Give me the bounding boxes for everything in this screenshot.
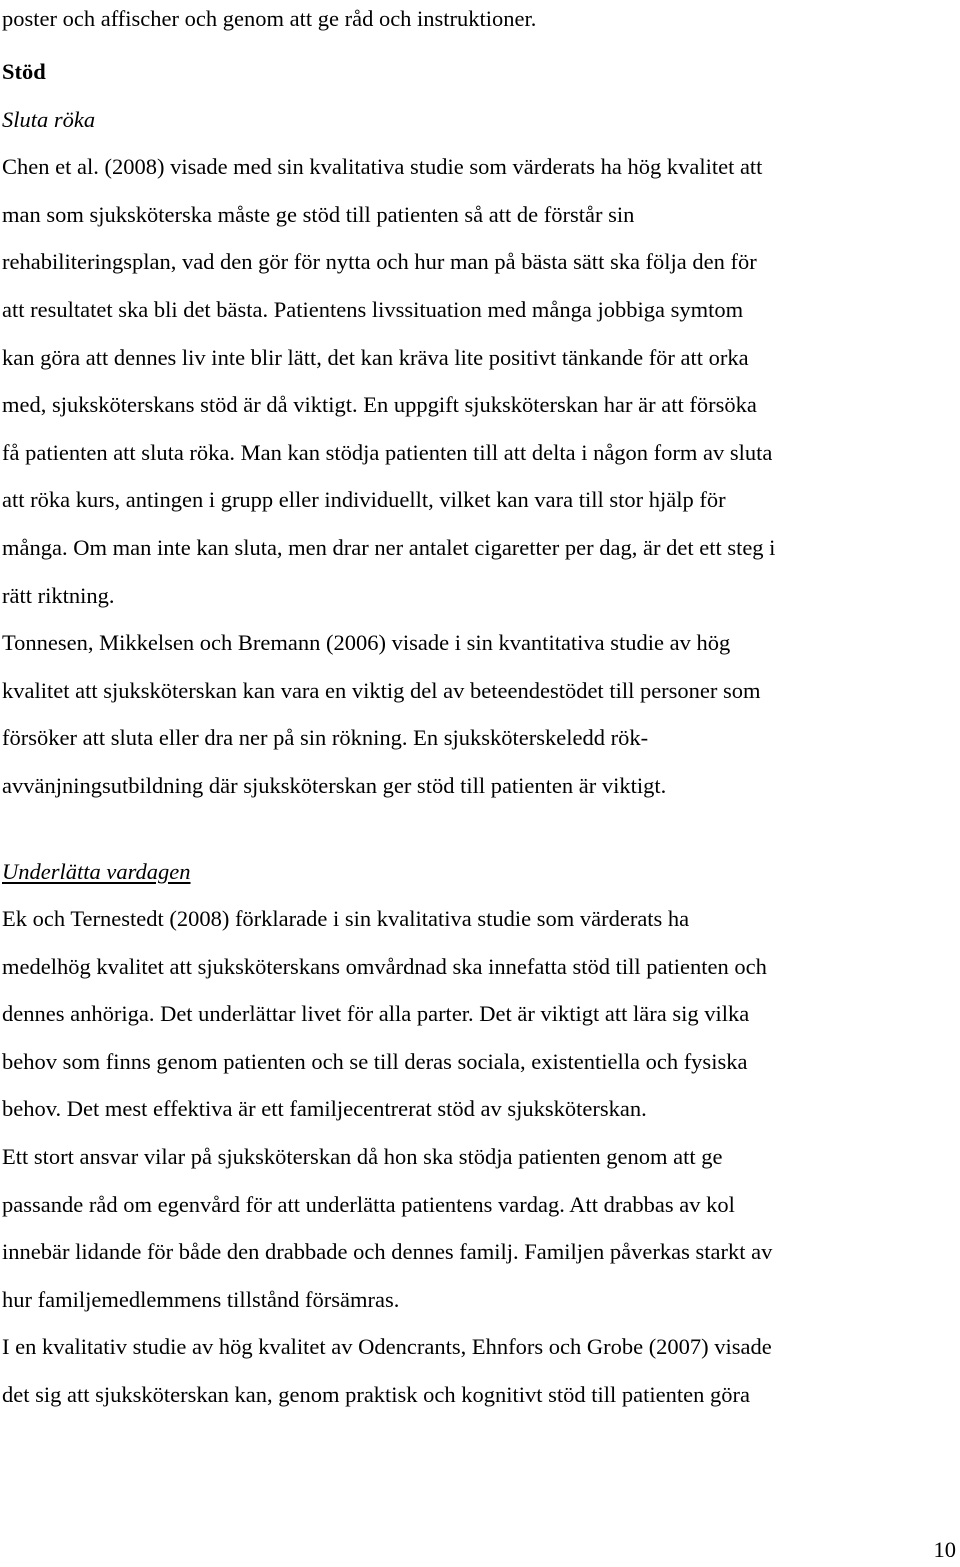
spacer xyxy=(2,38,952,48)
subsection-heading: Sluta röka xyxy=(2,106,96,132)
text-line: behov. Det mest effektiva är ett familjecentrerat stöd av sjuksköterskan. xyxy=(2,1096,647,1122)
text-line: I en kvalitativ studie av hög kvalitet av Odencrants, Ehnfors och Grobe (2007) visade xyxy=(2,1334,772,1360)
paragraph xyxy=(2,1323,952,1418)
text-line: hur familjemedlemmens tillstånd försämras. xyxy=(2,1286,400,1312)
text-line: att resultatet ska bli det bästa. Patientens livssituation med många jobbiga symtom xyxy=(2,296,744,322)
text-line: behov som finns genom patienten och se till deras sociala, existentiella och fysiska xyxy=(2,1048,748,1074)
spacer xyxy=(2,810,952,848)
text-line: Tonnesen, Mikkelsen och Bremann (2006) visade i sin kvantitativa studie av hög xyxy=(2,630,731,656)
text-line: man som sjuksköterska måste ge stöd till patienten så att de förstår sin xyxy=(2,201,635,227)
text-line: försöker att sluta eller dra ner på sin rökning. En sjuksköterskeledd rök- xyxy=(2,725,649,751)
text-line: Ett stort ansvar vilar på sjuksköterskan då hon ska stödja patienten genom att ge xyxy=(2,1144,723,1170)
text-line: innebär lidande för både den drabbade och dennes familj. Familjen påverkas starkt av xyxy=(2,1239,773,1265)
text-line: rätt riktning. xyxy=(2,582,115,608)
text-line: det sig att sjuksköterskan kan, genom praktisk och kognitivt stöd till patienten göra xyxy=(2,1382,751,1408)
section-heading: Stöd xyxy=(2,59,46,84)
paragraph xyxy=(2,895,952,1133)
text-line: många. Om man inte kan sluta, men drar ner antalet cigaretter per dag, är det ett steg i xyxy=(2,534,776,560)
document-page xyxy=(2,0,952,1419)
text-line: Ek och Ternestedt (2008) förklarade i sin kvalitativa studie som värderats ha xyxy=(2,906,690,932)
subsection-heading: Underlätta vardagen xyxy=(2,858,191,884)
text-line: få patienten att sluta röka. Man kan stödja patienten till att delta i någon form av sluta xyxy=(2,439,773,465)
text-line: passande råd om egenvård för att underlätta patientens vardag. Att drabbas av kol xyxy=(2,1191,735,1217)
text-line: att röka kurs, antingen i grupp eller individuellt, vilket kan vara till stor hjälp för xyxy=(2,487,726,513)
paragraph xyxy=(2,143,952,619)
paragraph xyxy=(2,1133,952,1323)
text-line: medelhög kvalitet att sjuksköterskans omvårdnad ska innefatta stöd till patienten och xyxy=(2,953,767,979)
text-line: avvänjningsutbildning där sjuksköterskan ger stöd till patienten är viktigt. xyxy=(2,772,667,798)
text-line: rehabiliteringsplan, vad den gör för nytta och hur man på bästa sätt ska följa den för xyxy=(2,249,757,275)
text-line: Chen et al. (2008) visade med sin kvalitativa studie som värderats ha hög kvalitet att xyxy=(2,154,763,180)
page-number: 10 xyxy=(933,1537,956,1562)
text-line: kan göra att dennes liv inte blir lätt, det kan kräva lite positivt tänkande för att orka xyxy=(2,344,749,370)
text-line: kvalitet att sjuksköterskan kan vara en viktig del av beteendestödet till personer som xyxy=(2,677,761,703)
paragraph xyxy=(2,619,952,809)
text-line: med, sjuksköterskans stöd är då viktigt. En uppgift sjuksköterskan har är att försöka xyxy=(2,392,757,418)
continued-text-line: poster och affischer och genom att ge råd och instruktioner. xyxy=(2,6,537,31)
text-line: dennes anhöriga. Det underlättar livet för alla parter. Det är viktigt att lära sig vilka xyxy=(2,1001,750,1027)
